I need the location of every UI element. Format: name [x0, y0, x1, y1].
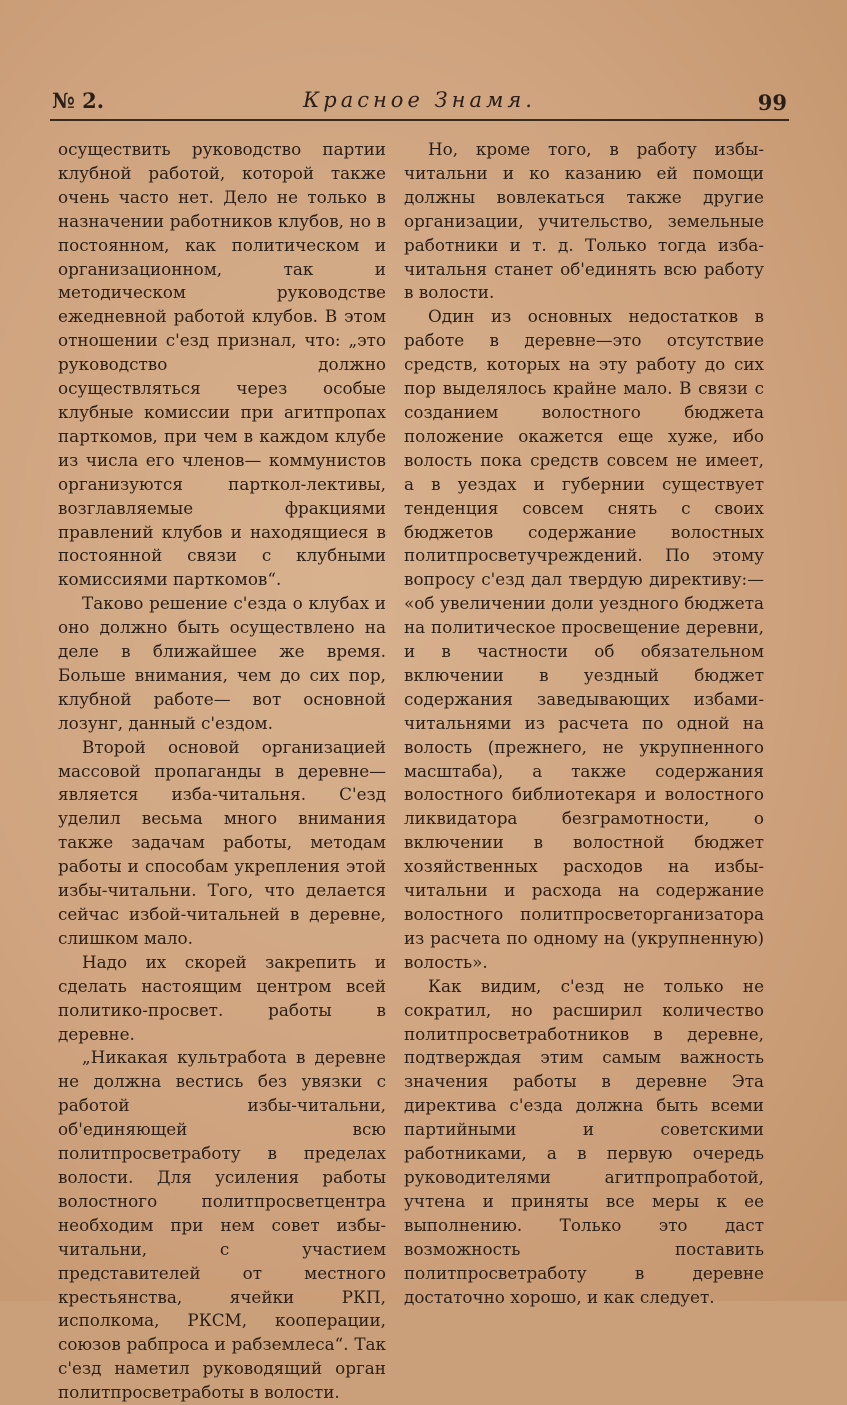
- paragraph: Второй основой организацией массовой пропаганды в деревне—является изба-читальня. С'езд уделил весьма много внимания также задачам работы, методам работы и способам укрепления этой избы-читальни. Того, что делается сейчас избой-читальней в деревне, слишком мало.: [58, 736, 386, 948]
- paragraph: Таково решение с'езда о клубах и оно должно быть осуществлено на деле в ближайшее же время. Больше внимания, чем до сих пор, клубной работе— вот основной лозунг, данный с'ездом.: [58, 593, 386, 733]
- paragraph: Как видим, с'езд не только не сократил, но расширил количество политпросветработников в деревне, подтверждая этим самым важность значения работы в деревне Эта директива с'езда должна быть всеми партийными и советскими работниками, а в первую очередь руководителями агитпропработой, учтена и приняты все меры к ее выполнению. Только это даст возможность поставить политпросветработу в деревне достаточно хорошо, и как следует.: [404, 975, 764, 1307]
- paragraph: „Никакая культработа в деревне не должна вестись без увязки с работой избы-читальни, об'единяющей всю политпросветработу в пределах волости. Для усиления работы волостного политпросветцентра необходим при нем совет избы-читальни, с участием представителей от местного крестьянства, ячейки РКП, исполкома, РКСМ, кооперации, союзов рабпроса и рабземлеса“. Так с'езд наметил руководящий орган политпросветработы в волости.: [58, 1047, 386, 1403]
- paragraph: Надо их скорей закрепить и сделать настоящим центром всей политико-просвет. работы в деревне.: [58, 951, 386, 1044]
- right-column: [404, 138, 764, 1309]
- paragraph: Один из основных недостатков в работе в деревне—это отсутствие средств, которых на эту работу до сих пор выделялось крайне мало. В связи с созданием волостного бюджета положение окажется еще хуже, ибо волость пока средств совсем не имеет, а в уездах и губернии существует тенденция совсем снять с своих бюджетов содержание волостных политпросветучреждений. По этому вопросу с'езд дал твердую директиву:— «об увеличении доли уездного бюджета на политическое просвещение деревни, и в частности об обязательном включении в уездный бюджет содержания заведывающих избами-читальнями из расчета по одной на волость (прежнего, не укрупненного масштаба), а также содержания волостного библиотекаря и волостного ликвидатора безграмотности, о включении в волостной бюджет хозяйственных расходов на избы-читальни и расхода на содержание волостного политпросветорганизатора из расчета по одному на (укрупненную) волость».: [404, 306, 764, 972]
- left-column: [58, 138, 386, 1405]
- issue-number: № 2.: [52, 88, 105, 113]
- publication-title: Красное Знамя.: [303, 88, 536, 112]
- paragraph: Но, кроме того, в работу избы-читальни и ко казанию ей помощи должны вовлекаться также другие организации, учительство, земельные работники и т. д. Только тогда изба-читальня станет об'единять всю работу в волости.: [404, 139, 764, 303]
- paragraph: осуществить руководство партии клубной работой, которой также очень часто нет. Дело не только в назначении работников клубов, но в постоянном, как политическом и организационном, так и методическом руководстве ежедневной работой клубов. В этом отношении с'езд признал, что: „это руководство должно осуществляться через особые клубные комиссии при агитпропах парткомов, при чем в каждом клубе из числа его членов— коммунистов организуются парткол-лективы, возглавляемые фракциями правлений клубов и находящиеся в постоянной связи с клубными комиссиями парткомов“.: [58, 139, 386, 590]
- header-rule: [50, 119, 789, 121]
- page-number: 99: [757, 90, 787, 115]
- page-header: [52, 84, 787, 120]
